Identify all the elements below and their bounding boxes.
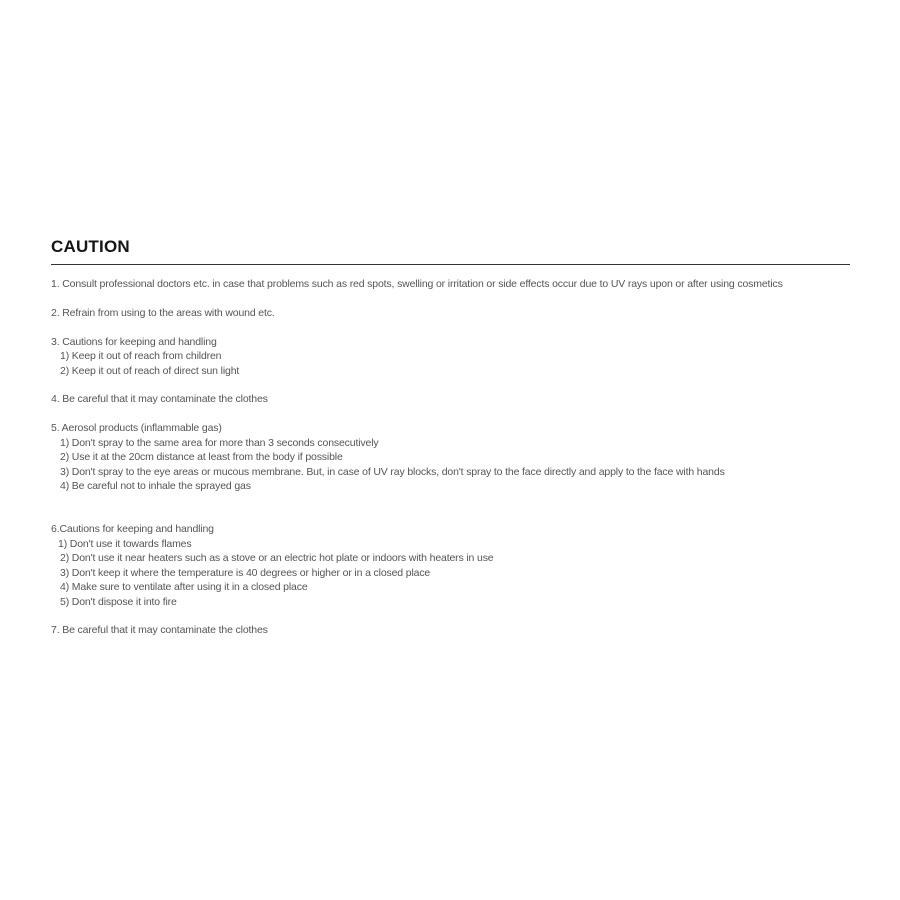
caution-item-1: 1. Consult professional doctors etc. in case that problems such as red spots, swelling or irritation or side effects occur due to UV rays upon or after using cosmetics (51, 278, 783, 290)
caution-item-6-sub-4: 4) Make sure to ventilate after using it in a closed place (60, 581, 308, 593)
caution-item-5-sub-1: 1) Don't spray to the same area for more than 3 seconds consecutively (60, 437, 379, 449)
caution-item-6-sub-1: 1) Don't use it towards flames (58, 538, 192, 550)
caution-item-5-sub-4: 4) Be careful not to inhale the sprayed gas (60, 480, 251, 492)
title-divider (51, 264, 850, 265)
caution-item-6-heading: 6.Cautions for keeping and handling (51, 523, 214, 535)
caution-item-5-sub-2: 2) Use it at the 20cm distance at least from the body if possible (60, 451, 343, 463)
caution-item-6-sub-2: 2) Don't use it near heaters such as a stove or an electric hot plate or indoors with heaters in use (60, 552, 494, 564)
caution-item-4: 4. Be careful that it may contaminate the clothes (51, 393, 268, 405)
caution-item-7: 7. Be careful that it may contaminate the clothes (51, 624, 268, 636)
caution-item-3-sub-2: 2) Keep it out of reach of direct sun light (60, 365, 240, 377)
caution-item-6-sub-5: 5) Don't dispose it into fire (60, 596, 177, 608)
caution-item-6-sub-3: 3) Don't keep it where the temperature is 40 degrees or higher or in a closed place (60, 567, 431, 579)
caution-item-2: 2. Refrain from using to the areas with wound etc. (51, 307, 275, 319)
caution-item-5-heading: 5. Aerosol products (inflammable gas) (51, 422, 222, 434)
caution-item-3-heading: 3. Cautions for keeping and handling (51, 336, 217, 348)
caution-item-5-sub-3: 3) Don't spray to the eye areas or mucous membrane. But, in case of UV ray blocks, don't spray to the face directly and apply to the face with hands (60, 466, 725, 478)
caution-item-3-sub-1: 1) Keep it out of reach from children (60, 350, 222, 362)
caution-title: CAUTION (51, 237, 130, 256)
